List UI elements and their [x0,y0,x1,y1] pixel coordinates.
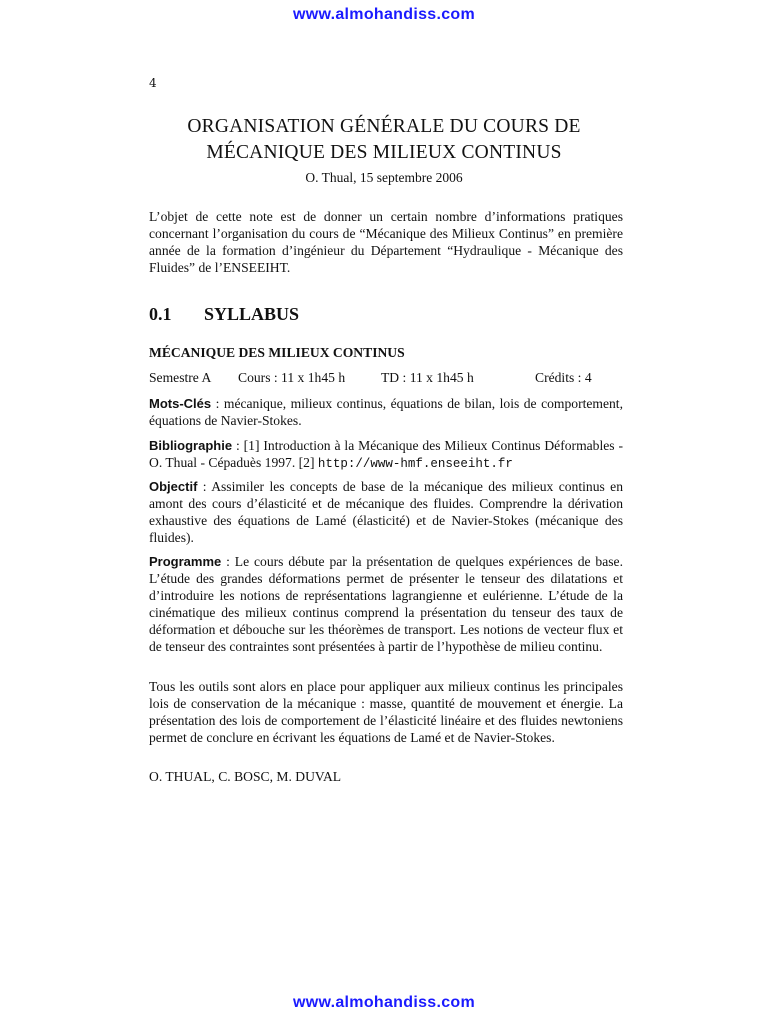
section-title: SYLLABUS [204,304,300,324]
intro-paragraph: L’objet de cette note est de donner un certain nombre d’informations pratiques concernant l’organisation du cours de “Mécanique des Milieux Continus” en première année de la formation d’ingénieur du Département “Hydraulique - Mécanique des Fluides” de l’ENSEEIHT. [149,209,623,275]
title-line-1: ORGANISATION GÉNÉRALE DU COURS DE [187,116,581,137]
motscles-paragraph [149,395,623,429]
bibliographie-url-link[interactable]: http://www-hmf.enseeiht.fr [317,457,513,471]
page-title [0,114,768,166]
outils-paragraph: Tous les outils sont alors en place pour appliquer aux milieux continus les principales lois de conservation de la mécanique : masse, quantité de mouvement et énergie. La présentation des lois de comportement de l’élasticité linéaire et des fluides newtoniens permet de conclure en écrivant les équations de Lamé et de Navier-Stokes. [149,679,623,745]
authors: O. THUAL, C. BOSC, M. DUVAL [149,769,342,784]
section-number: 0.1 [149,304,172,324]
motscles-label: Mots-Clés [149,396,212,411]
objectif-text: : Assimiler les concepts de base de la mécanique des milieux continus en amont des cours d’élasticité et de mécanique des fluides. Comprendre la dérivation exhaustive des équations de Lamé (élasticité) et de Navier-Stokes (mécanique des fluides). [149,479,623,545]
author-date: O. Thual, 15 septembre 2006 [305,170,463,185]
schedule-td: TD : 11 x 1h45 h [381,370,474,385]
objectif-paragraph [149,478,623,546]
schedule-cours: Cours : 11 x 1h45 h [238,370,346,385]
bibliographie-label: Bibliographie [149,438,233,453]
programme-paragraph [149,553,623,655]
watermark-bottom[interactable]: www.almohandiss.com [292,994,476,1011]
schedule-credits: Crédits : 4 [535,370,592,385]
bibliographie-text: : [1] Introduction à la Mécanique des Milieux Continus Déformables - O. Thual - Cépaduès 1997. [2] [149,438,623,470]
page-number: 4 [149,76,157,90]
objectif-label: Objectif [149,479,198,494]
bibliographie-paragraph [149,437,623,473]
programme-label: Programme [149,554,222,569]
motscles-text: : mécanique, milieux continus, équations de bilan, lois de comportement, équations de Navier-Stokes. [149,396,623,428]
course-title: MÉCANIQUE DES MILIEUX CONTINUS [149,345,405,360]
programme-text: : Le cours débute par la présentation de quelques expériences de base. L’étude des grandes déformations permet de présenter le tenseur des dilatations et d’introduire les notions de représentations lagrangienne et eulérienne. L’étude de la cinématique des milieux continus comprend la présentation du tenseur des taux de déformation et débouche sur les théorèmes de transport. Les notions de vecteur flux et de tenseur des contraintes sont présentées à partir de l’hypothèse de milieu continu. [149,554,623,654]
watermark-top[interactable]: www.almohandiss.com [292,6,476,23]
section-heading [149,304,299,325]
title-line-2: MÉCANIQUE DES MILIEUX CONTINUS [206,142,562,163]
schedule-semestre: Semestre A [149,370,212,385]
